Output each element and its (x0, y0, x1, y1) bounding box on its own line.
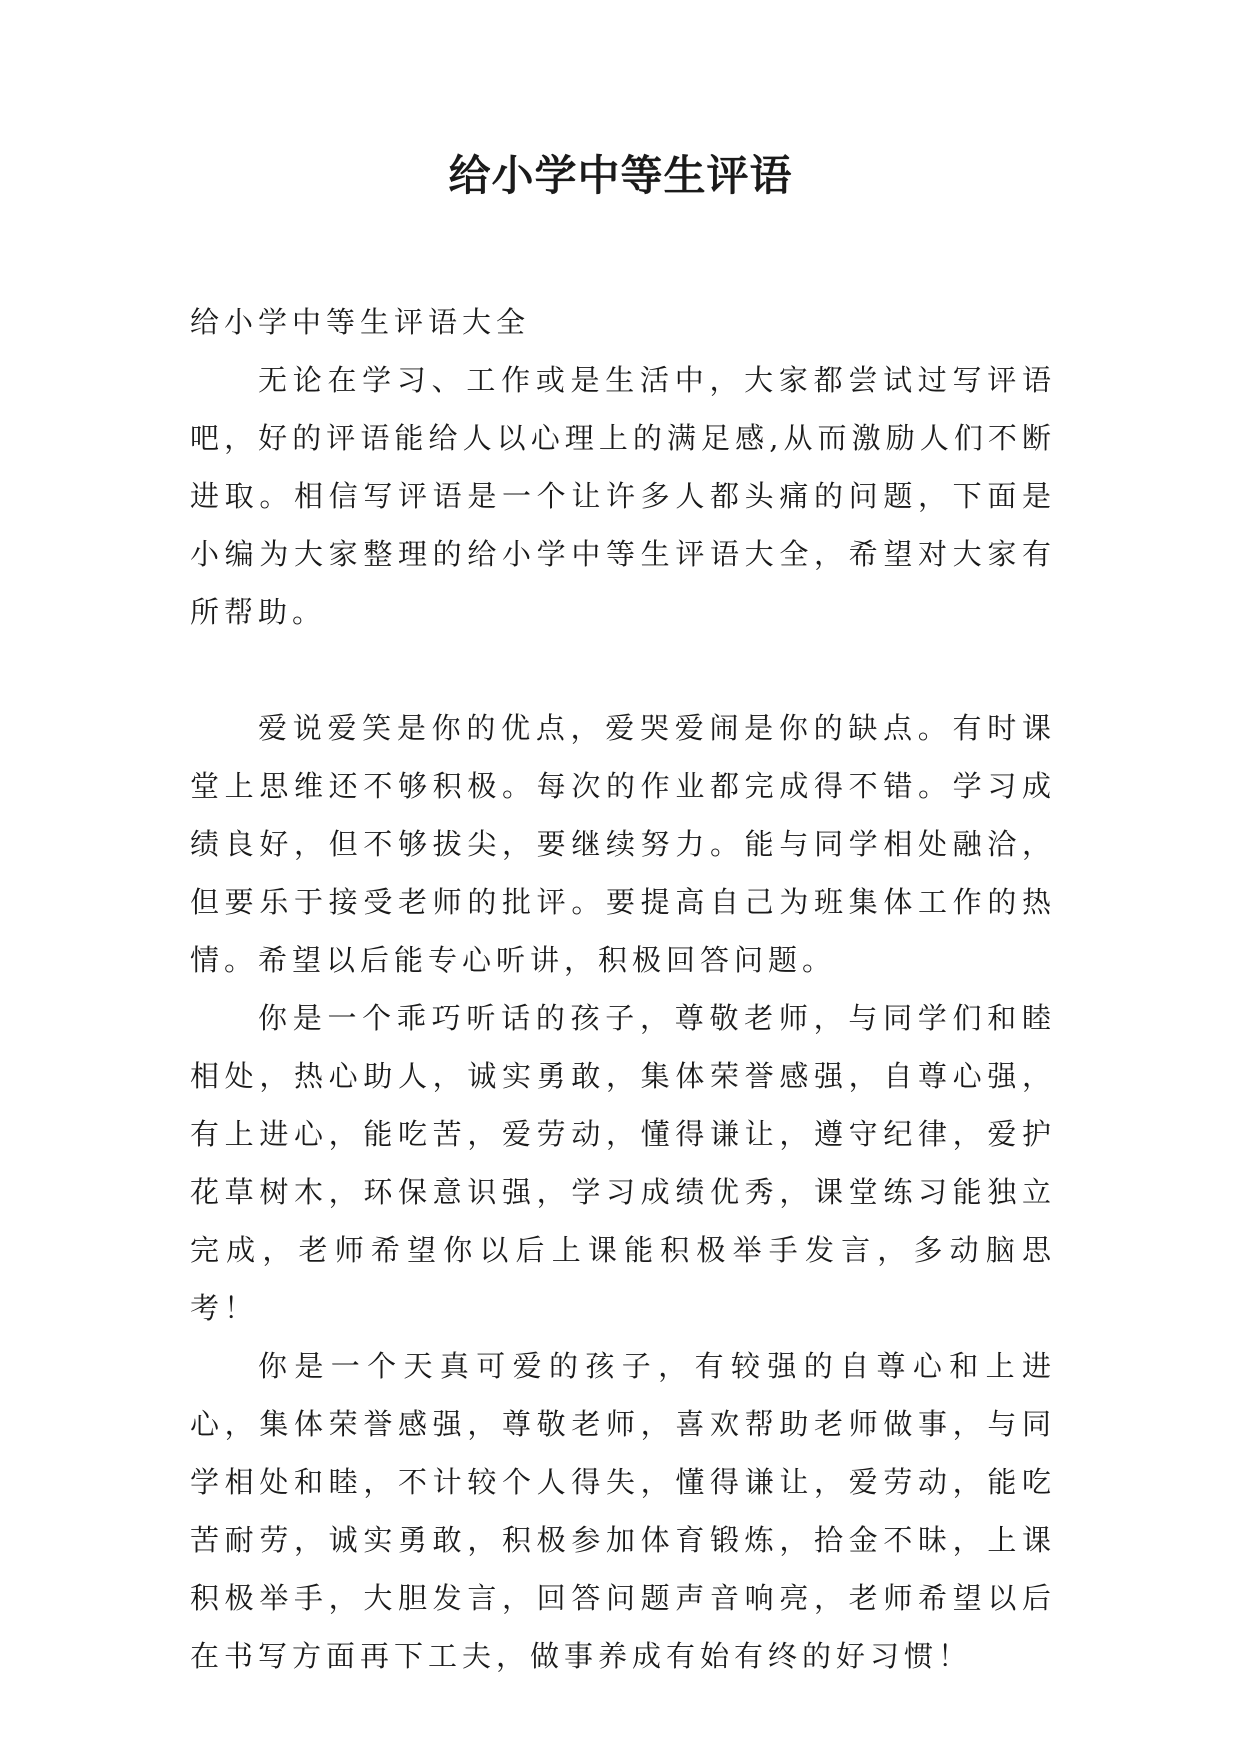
document-title: 给小学中等生评语 (448, 151, 793, 200)
paragraph-spacer (190, 641, 1056, 699)
document-subtitle: 给小学中等生评语大全 (190, 305, 531, 339)
document-body (190, 293, 1056, 1685)
intro-paragraph: 无论在学习、工作或是生活中，大家都尝试过写评语吧，好的评语能给人以心理上的满足感,从而激励人们不断进取。相信写评语是一个让许多人都头痛的问题，下面是小编为大家整理的给小学中等生评语大全，希望对大家有所帮助。 (190, 363, 1056, 629)
comment-paragraph-1: 爱说爱笑是你的优点，爱哭爱闹是你的缺点。有时课堂上思维还不够积极。每次的作业都完成得不错。学习成绩良好，但不够拔尖，要继续努力。能与同学相处融洽，但要乐于接受老师的批评。要提高自己为班集体工作的热情。希望以后能专心听讲，积极回答问题。 (190, 711, 1056, 977)
comment-paragraph-2: 你是一个乖巧听话的孩子，尊敬老师，与同学们和睦相处，热心助人，诚实勇敢，集体荣誉感强，自尊心强，有上进心，能吃苦，爱劳动，懂得谦让，遵守纪律，爱护花草树木，环保意识强，学习成绩优秀，课堂练习能独立完成，老师希望你以后上课能积极举手发言，多动脑思考！ (190, 1001, 1056, 1325)
comment-paragraph-3: 你是一个天真可爱的孩子，有较强的自尊心和上进心，集体荣誉感强，尊敬老师，喜欢帮助老师做事，与同学相处和睦，不计较个人得失，懂得谦让，爱劳动，能吃苦耐劳，诚实勇敢，积极参加体育锻炼，拾金不昧，上课积极举手，大胆发言，回答问题声音响亮，老师希望以后在书写方面再下工夫，做事养成有始有终的好习惯！ (190, 1349, 1056, 1673)
